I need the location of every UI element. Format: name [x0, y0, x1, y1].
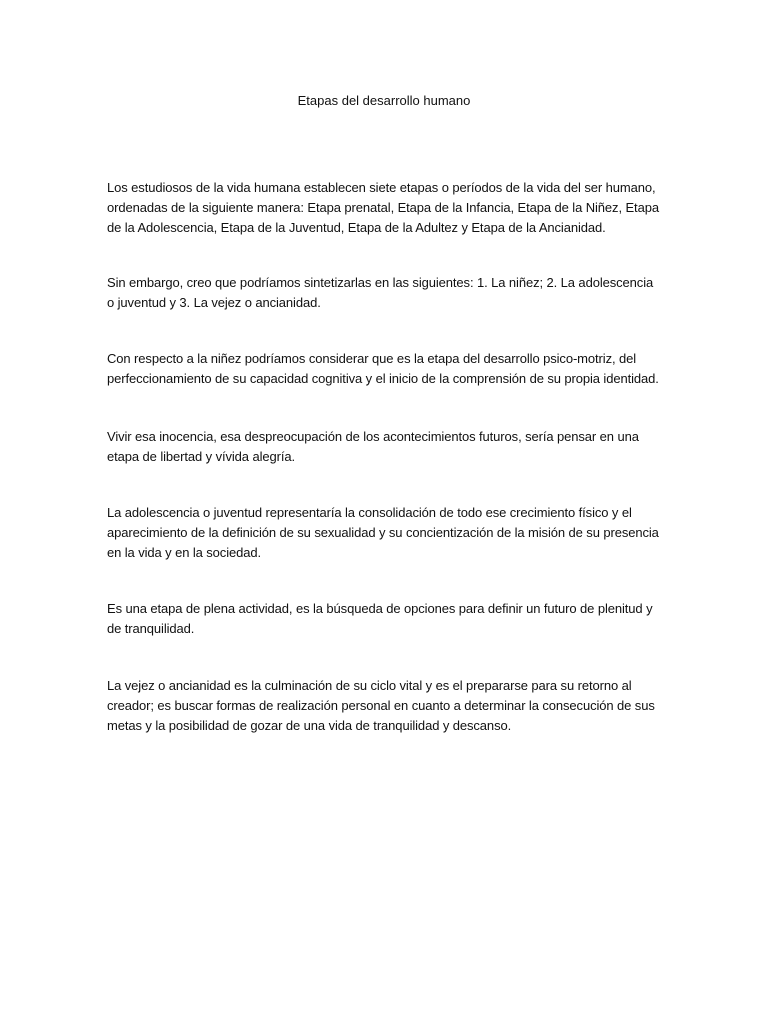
- paragraph-activity: Es una etapa de plena actividad, es la búsqueda de opciones para definir un futuro de plenitud y de tranquilidad.: [107, 601, 653, 636]
- paragraph-synthesis: Sin embargo, creo que podríamos sintetizarlas en las siguientes: 1. La niñez; 2. La adolescencia o juventud y 3. La vejez o ancianidad.: [107, 275, 654, 310]
- paragraph-childhood: Con respecto a la niñez podríamos considerar que es la etapa del desarrollo psico-motriz, del perfeccionamiento de su capacidad cognitiva y el inicio de la comprensión de su propia identidad.: [107, 351, 659, 386]
- paragraph-innocence: Vivir esa inocencia, esa despreocupación de los acontecimientos futuros, sería pensar en una etapa de libertad y vívida alegría.: [107, 429, 639, 464]
- paragraph-adolescence: La adolescencia o juventud representaría la consolidación de todo ese crecimiento físico y el aparecimiento de la definición de su sexualidad y su concientización de la misión de su presencia en la vida y en la sociedad.: [107, 505, 659, 560]
- paragraph-old-age: La vejez o ancianidad es la culminación de su ciclo vital y es el prepararse para su retorno al creador; es buscar formas de realización personal en cuanto a determinar la consecución de sus metas y la posibilidad de gozar de una vida de tranquilidad y descanso.: [107, 678, 655, 733]
- paragraph-stages-intro: Los estudiosos de la vida humana establecen siete etapas o períodos de la vida del ser humano, ordenadas de la siguiente manera: Etapa prenatal, Etapa de la Infancia, Etapa de la Niñez, Etapa de la Adolescencia, Etapa de la Juventud, Etapa de la Adultez y Etapa de la Ancianidad.: [107, 180, 659, 235]
- document-title: Etapas del desarrollo humano: [297, 93, 471, 108]
